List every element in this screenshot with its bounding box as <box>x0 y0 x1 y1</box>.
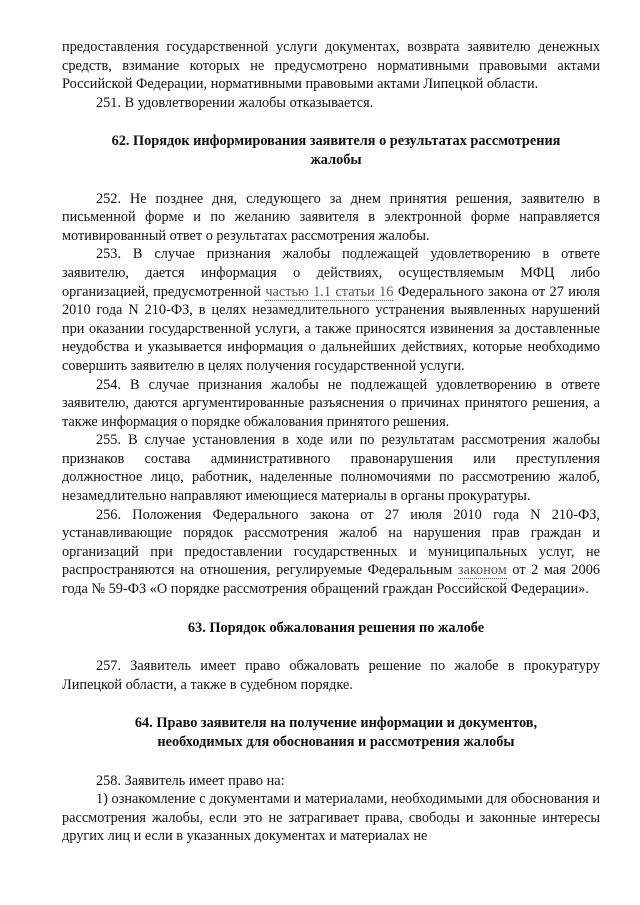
paragraph-253-text-a: 253. В случае признания жалобы подлежащей удовлетворению в ответе заявителю, дается информация о действиях, осуществляемым МФЦ либо организацией, предусмотренной <box>62 246 600 300</box>
federal-law-link[interactable]: законом <box>457 562 507 579</box>
paragraph-258: 258. Заявитель имеет право на: <box>96 772 285 789</box>
paragraph-256 <box>62 506 600 599</box>
paragraph-258-item-1: 1) ознакомление с документами и материалами, необходимыми для обоснования и рассмотрения жалобы, если это не затрагивает права, свободы и законные интересы других лиц и если в указанных документах и материалах не <box>62 791 600 845</box>
section-heading-64: 64. Право заявителя на получение информации и документов, необходимых для обоснования и рассмотрения жалобы <box>134 715 538 750</box>
paragraph-253-text-b: Федерального закона от 27 июля 2010 года N 210-ФЗ, в целях незамедлительного устранения выявленных нарушений при оказании государственной услуги, а также приносятся извинения за доставленные неудобства и указывается информация о дальнейших действиях, которые необходимо совершить заявителю в целях получения государственной услуги. <box>62 283 600 374</box>
paragraph-continuation: предоставления государственной услуги документах, возврата заявителю денежных средств, взимание которых не предусмотрено нормативными правовыми актами Российской Федерации, нормативными правовыми актами Липецкой области. <box>62 39 600 93</box>
paragraph-256-text-b: от 2 мая 2006 года № 59-ФЗ «О порядке рассмотрения обращений граждан Российской Федерации». <box>62 562 600 598</box>
law-article-link[interactable]: частью 1.1 статьи 16 <box>265 283 394 300</box>
paragraph-251: 251. В удовлетворении жалобы отказывается. <box>96 94 374 111</box>
paragraph-253 <box>62 245 600 375</box>
section-heading-62: 62. Порядок информирования заявителя о результатах рассмотрения жалобы <box>111 133 561 168</box>
paragraph-257: 257. Заявитель имеет право обжаловать решение по жалобе в прокуратуру Липецкой области, а также в судебном порядке. <box>62 658 600 693</box>
paragraph-255: 255. В случае установления в ходе или по результатам рассмотрения жалобы признаков состава административного правонарушения или преступления должностное лицо, работник, наделенные полномочиями по рассмотрению жалоб, незамедлительно направляют имеющиеся материалы в органы прокуратуры. <box>62 432 600 505</box>
paragraph-256-text-a: 256. Положения Федерального закона от 27 июля 2010 года N 210-ФЗ, устанавливающие порядок рассмотрения жалоб на нарушения прав граждан и организаций при предоставлении государственных и муниципальных услуг, не распространяются на отношения, регулируемые Федеральным <box>62 506 600 579</box>
paragraph-254: 254. В случае признания жалобы не подлежащей удовлетворению в ответе заявителю, даются аргументированные разъяснения о причинах принятого решения, а также информация о порядке обжалования принятого решения. <box>62 376 600 430</box>
section-heading-63: 63. Порядок обжалования решения по жалобе <box>187 619 485 636</box>
paragraph-252: 252. Не позднее дня, следующего за днем принятия решения, заявителю в письменной форме и по желанию заявителя в электронной форме направляется мотивированный ответ о результатах рассмотрения жалобы. <box>62 190 600 244</box>
